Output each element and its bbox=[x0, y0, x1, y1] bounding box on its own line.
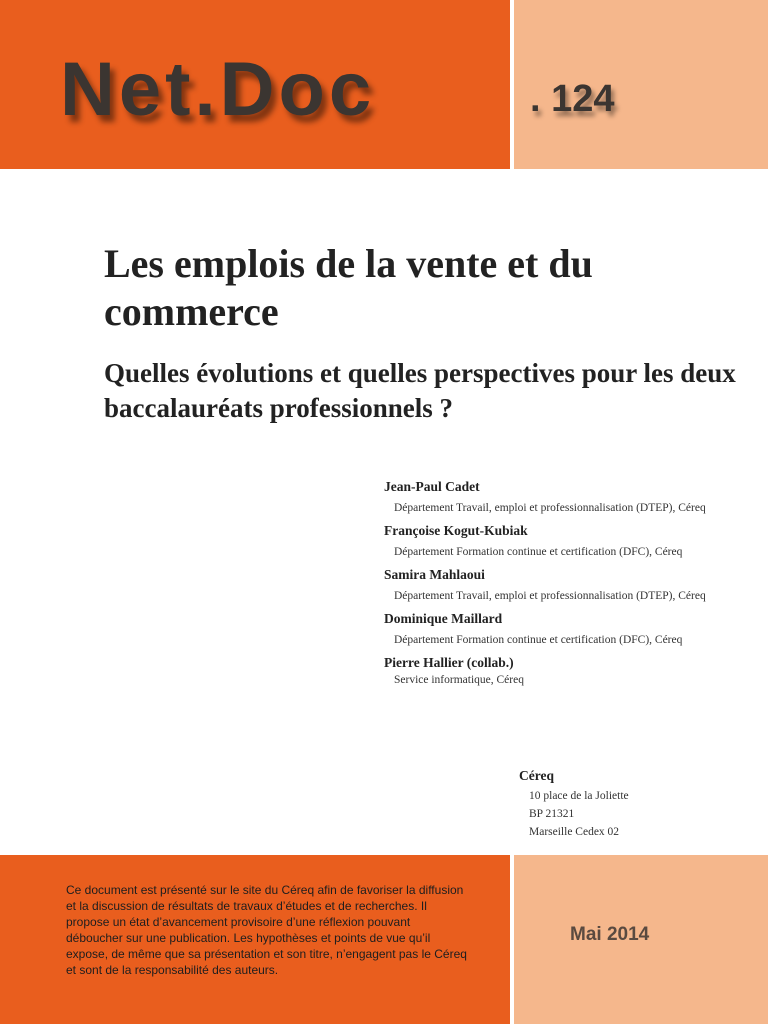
author-name: Samira Mahlaoui bbox=[384, 567, 485, 582]
author-list bbox=[384, 478, 744, 694]
address-line: 10 place de la Joliette bbox=[529, 790, 629, 802]
author-affiliation: Département Formation continue et certification (DFC), Céreq bbox=[394, 634, 683, 646]
address-line: BP 21321 bbox=[529, 808, 575, 820]
author-entry bbox=[384, 478, 744, 515]
author-name: Jean-Paul Cadet bbox=[384, 479, 480, 494]
author-name: Dominique Maillard bbox=[384, 611, 503, 626]
author-affiliation: Service informatique, Céreq bbox=[394, 674, 524, 686]
document-subtitle: Quelles évolutions et quelles perspectives pour les deux baccalauréats professionnels ? bbox=[104, 358, 736, 423]
author-affiliation: Département Formation continue et certification (DFC), Céreq bbox=[394, 546, 683, 558]
issue-number: . 124 bbox=[530, 78, 615, 120]
organization-name: Céreq bbox=[519, 768, 554, 783]
document-title: Les emplois de la vente et du commerce bbox=[104, 241, 593, 334]
author-name: Pierre Hallier (collab.) bbox=[384, 655, 514, 670]
author-name: Françoise Kogut-Kubiak bbox=[384, 523, 528, 538]
address-line: Marseille Cedex 02 bbox=[529, 826, 620, 838]
author-affiliation: Département Travail, emploi et professionnalisation (DTEP), Céreq bbox=[394, 590, 706, 602]
organization-address bbox=[519, 767, 629, 841]
author-entry bbox=[384, 654, 744, 687]
brand-logo: Net.Doc bbox=[60, 47, 376, 132]
author-affiliation: Département Travail, emploi et professionnalisation (DTEP), Céreq bbox=[394, 502, 706, 514]
publication-date: Mai 2014 bbox=[570, 924, 650, 945]
author-entry bbox=[384, 610, 744, 647]
author-entry bbox=[384, 522, 744, 559]
disclaimer-text: Ce document est présenté sur le site du Céreq afin de favoriser la diffusion et la discussion de résultats de travaux d’études et de recherches. Il propose un état d’avancement provisoire d’une réflexion pouvant déboucher sur une publication. Les hypothèses et points de vue qu’il expose, de même que sa présentation et son titre, n’engagent pas le Céreq et sont de la responsabilité des auteurs. bbox=[66, 883, 467, 977]
author-entry bbox=[384, 566, 744, 603]
